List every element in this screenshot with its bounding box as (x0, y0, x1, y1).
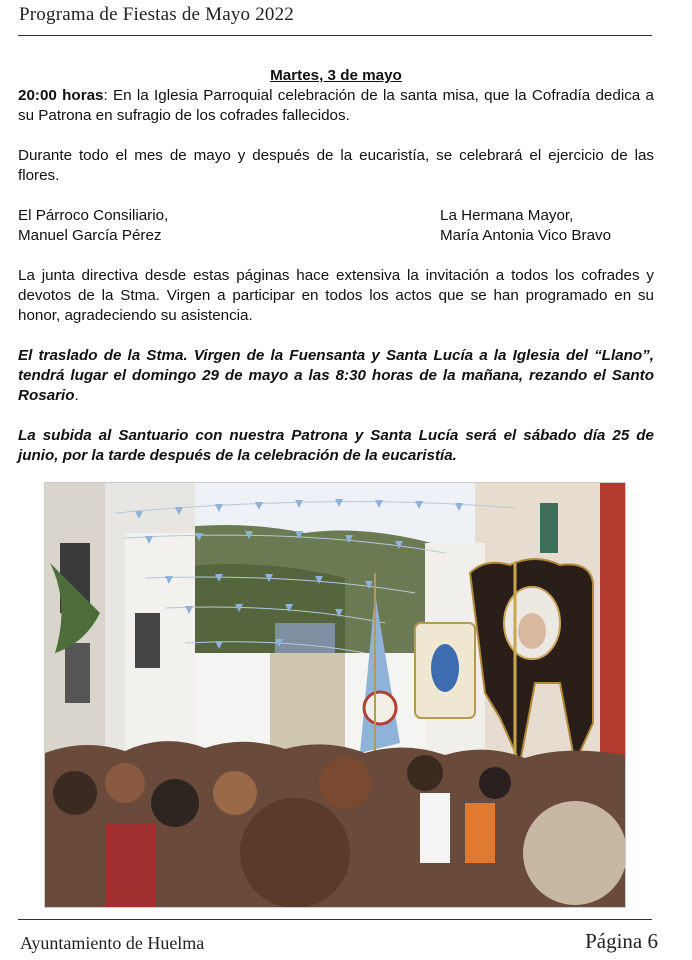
signature-left-name: Manuel García Pérez (18, 227, 162, 244)
footer-organization: Ayuntamiento de Huelma (20, 933, 205, 953)
traslado-period: . (74, 387, 79, 404)
signatures (18, 206, 654, 246)
signature-right-role: La Hermana Mayor, (440, 207, 574, 224)
procession-photo (44, 482, 626, 908)
traslado-text: El traslado de la Stma. Virgen de la Fuensanta y Santa Lucía a la Iglesia del “Llano”, tendrá lugar el domingo 29 de mayo a las 8:30 horas de la mañana, rezando el Santo Rosario (18, 347, 654, 404)
event-time: 20:00 horas (18, 87, 104, 104)
signature-parroco (18, 206, 318, 246)
page-number: Página 6 (585, 929, 658, 953)
event-date-heading: Martes, 3 de mayo (270, 67, 402, 84)
signature-hermana-mayor (440, 206, 654, 246)
traslado-paragraph (18, 346, 654, 406)
page-content (18, 66, 654, 466)
signature-left-role: El Párroco Consiliario, (18, 207, 169, 224)
subida-paragraph: La subida al Santuario con nuestra Patrona y Santa Lucía será el sábado día 25 de junio, por la tarde después de la celebración de la eucaristía. (18, 427, 654, 464)
invitation-paragraph: La junta directiva desde estas páginas hace extensiva la invitación a todos los cofrades y devotos de la Stma. Virgen a participar en todos los actos que se han programado en su honor, agradeciendo su asistencia. (18, 267, 654, 324)
signature-right-name: María Antonia Vico Bravo (440, 227, 612, 244)
event-paragraph (18, 86, 654, 126)
event-description: : En la Iglesia Parroquial celebración de la santa misa, que la Cofradía dedica a su Patrona en sufragio de los cofrades fallecidos. (18, 87, 654, 124)
footer-divider (18, 919, 652, 920)
header-divider (18, 35, 652, 36)
page-header-title: Programa de Fiestas de Mayo 2022 (19, 4, 294, 25)
flowers-paragraph: Durante todo el mes de mayo y después de la eucaristía, se celebrará el ejercicio de las flores. (18, 147, 654, 184)
